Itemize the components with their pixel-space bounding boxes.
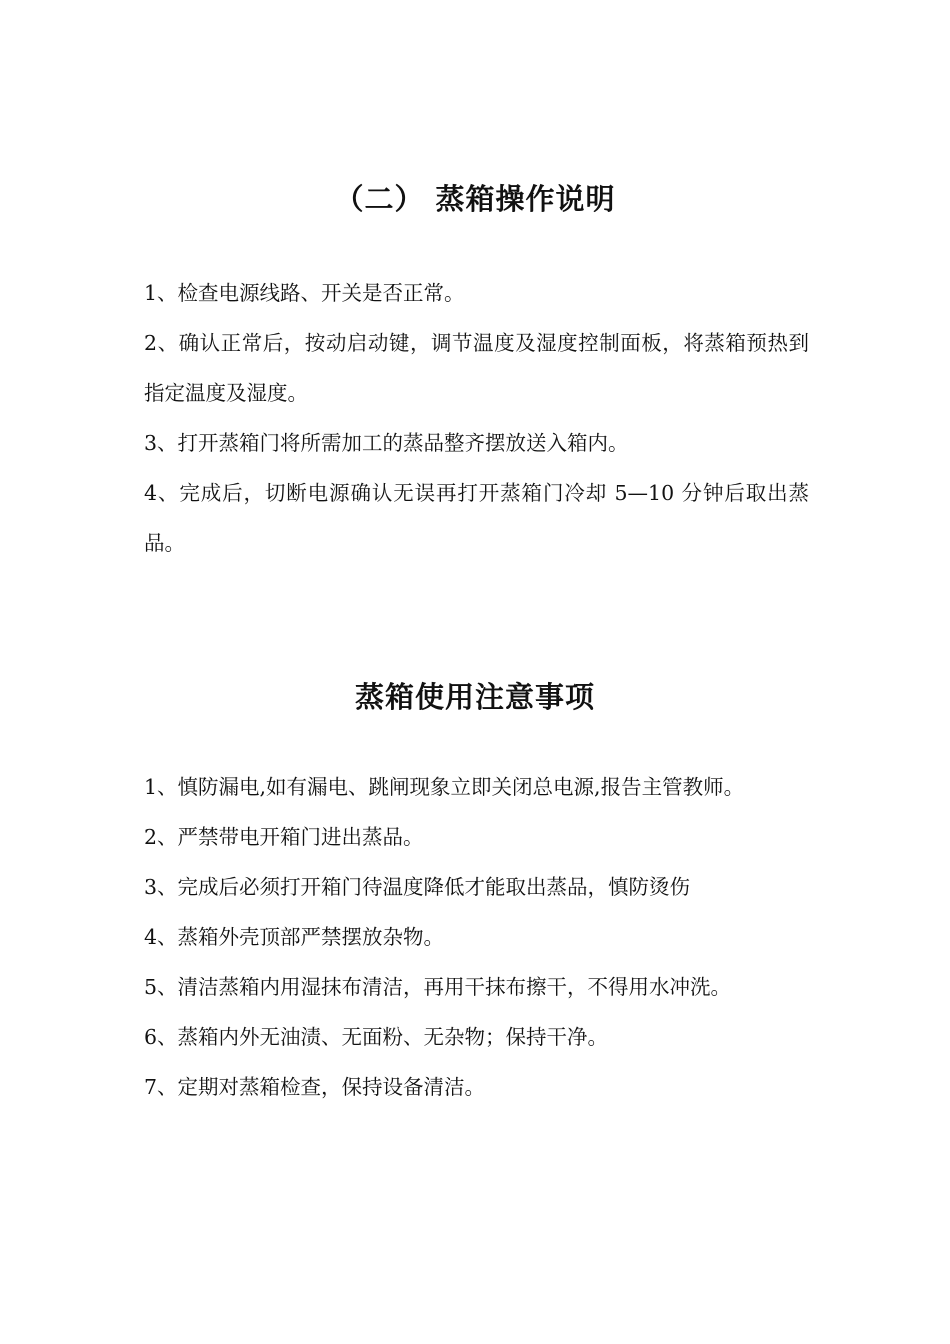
operation-step-3: 3、打开蒸箱门将所需加工的蒸品整齐摆放送入箱内。 bbox=[144, 431, 629, 455]
operation-step-2: 2、确认正常后，按动启动键，调节温度及湿度控制面板，将蒸箱预热到指定温度及湿度。 bbox=[144, 331, 809, 405]
precaution-item-1: 1、慎防漏电,如有漏电、跳闸现象立即关闭总电源,报告主管教师。 bbox=[144, 775, 745, 799]
section-title-precautions: 蒸箱使用注意事项 bbox=[354, 680, 595, 715]
precaution-item-2: 2、严禁带电开箱门进出蒸品。 bbox=[144, 825, 424, 849]
precaution-item-7: 7、定期对蒸箱检查，保持设备清洁。 bbox=[144, 1075, 486, 1099]
operation-step-4: 4、完成后，切断电源确认无误再打开蒸箱门冷却 5—10 分钟后取出蒸品。 bbox=[144, 481, 809, 555]
precaution-item-3: 3、完成后必须打开箱门待温度降低才能取出蒸品，慎防烫伤 bbox=[144, 875, 691, 899]
precautions-list bbox=[144, 762, 809, 1112]
operation-instructions-list bbox=[144, 268, 809, 568]
precaution-item-5: 5、清洁蒸箱内用湿抹布清洁，再用干抹布擦干，不得用水冲洗。 bbox=[144, 975, 732, 999]
precaution-item-6: 6、蒸箱内外无油渍、无面粉、无杂物；保持干净。 bbox=[144, 1025, 609, 1049]
section-title-operation: （二） 蒸箱操作说明 bbox=[334, 182, 616, 217]
operation-step-1: 1、检查电源线路、开关是否正常。 bbox=[144, 281, 465, 305]
precaution-item-4: 4、蒸箱外壳顶部严禁摆放杂物。 bbox=[144, 925, 445, 949]
